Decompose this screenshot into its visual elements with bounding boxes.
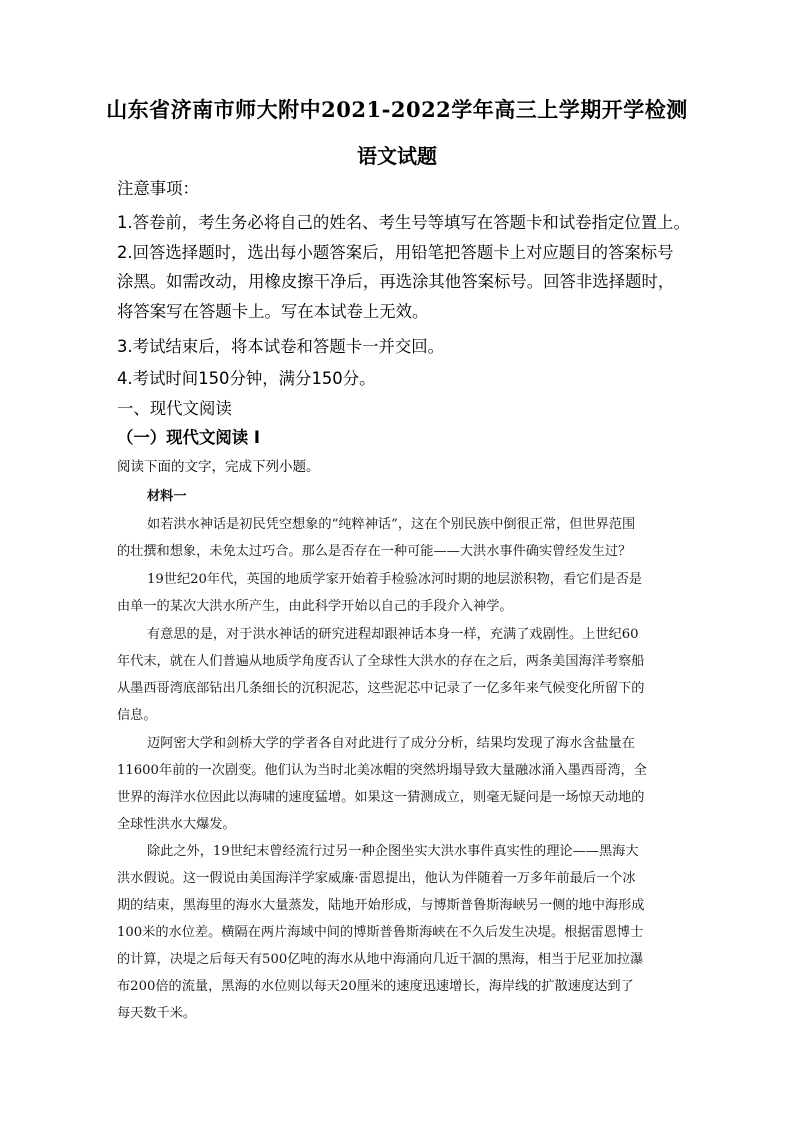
- material-line: 信息。: [117, 708, 157, 723]
- material-line: 世界的海洋水位因此以海啸的速度猛增。如果这一猜测成立，则毫无疑问是一场惊天动地的: [117, 790, 645, 805]
- material-line: 年代末，就在人们普遍从地质学角度否认了全球性大洪水的存在之后，两条美国海洋考察船: [117, 654, 645, 669]
- subsection-heading: （一）现代文阅读 I: [117, 428, 260, 447]
- notice-line: 2.回答选择题时，选出每小题答案后，用铅笔把答题卡上对应题目的答案标号: [117, 243, 674, 262]
- material-line: 有意思的是，对于洪水神话的研究进程却跟神话本身一样，充满了戏剧性。上世纪60: [147, 627, 639, 642]
- material-line: 的计算，决堤之后每天有500亿吨的海水从地中海涌向几近干涸的黑海，相当于尼亚加拉瀑: [117, 952, 644, 967]
- material-line: 11600年前的一次剧变。他们认为当时北美冰帽的突然坍塌导致大量融冰涌入墨西哥湾，全: [117, 763, 647, 778]
- notice-heading: 注意事项：: [117, 179, 199, 198]
- material-line: 全球性洪水大爆发。: [117, 817, 236, 832]
- material-line: 如若洪水神话是初民凭空想象的“纯粹神话”，这在个别民族中倒很正常，但世界范围: [147, 517, 636, 532]
- material-line: 期的结束，黑海里的海水大量蒸发，陆地开始形成，与博斯普鲁斯海峡另一侧的地中海形成: [117, 898, 645, 913]
- exam-title: 山东省济南市师大附中2021-2022学年高三上学期开学检测: [106, 97, 688, 122]
- material-line: 洪水假说。这一假说由美国海洋学家威廉·雷恩提出，他认为伴随着一万多年前最后一个冰: [117, 871, 636, 886]
- material-line: 除此之外，19世纪末曾经流行过另一种企图坐实大洪水事件真实性的理论——黑海大: [147, 844, 639, 859]
- material-line: 迈阿密大学和剑桥大学的学者各自对此进行了成分分析，结果均发现了海水含盐量在: [147, 736, 635, 751]
- material-line: 每天数千米。: [117, 1006, 197, 1021]
- material-heading: 材料一: [147, 489, 187, 504]
- material-line: 布200倍的流量，黑海的水位则以每天20厘米的速度迅速增长，海岸线的扩散速度达到了: [117, 979, 634, 994]
- material-line: 的壮撰和想象，未免太过巧合。那么是否存在一种可能——大洪水事件确实曾经发生过？: [117, 544, 632, 559]
- reading-instruction: 阅读下面的文字，完成下列小题。: [117, 459, 320, 475]
- material-line: 由单一的某次大洪水所产生，由此科学开始以自己的手段介入神学。: [117, 599, 513, 614]
- notice-line: 涂黑。如需改动，用橡皮擦干净后，再选涂其他答案标号。回答非选择题时，: [117, 272, 675, 291]
- notice-line: 将答案写在答题卡上。写在本试卷上无效。: [117, 302, 429, 321]
- material-line: 从墨西哥湾底部钻出几条细长的沉积泥芯，这些泥芯中记录了一亿多年来气候变化所留下的: [117, 681, 645, 696]
- notice-line: 1.答卷前，考生务必将自己的姓名、考生号等填写在答题卡和试卷指定位置上。: [117, 213, 690, 232]
- section-heading: 一、现代文阅读: [117, 399, 232, 418]
- notice-line: 4.考试时间150分钟，满分150分。: [117, 369, 376, 388]
- material-line: 100米的水位差。横隔在两片海域中间的博斯普鲁斯海峡在不久后发生决堤。根据雷恩博士: [117, 925, 644, 940]
- exam-subtitle: 语文试题: [357, 144, 437, 168]
- notice-line: 3.考试结束后，将本试卷和答题卡一并交回。: [117, 337, 445, 356]
- material-line: 19世纪20年代，英国的地质学家开始着手检验冰河时期的地层淤积物，看它们是否是: [147, 572, 643, 587]
